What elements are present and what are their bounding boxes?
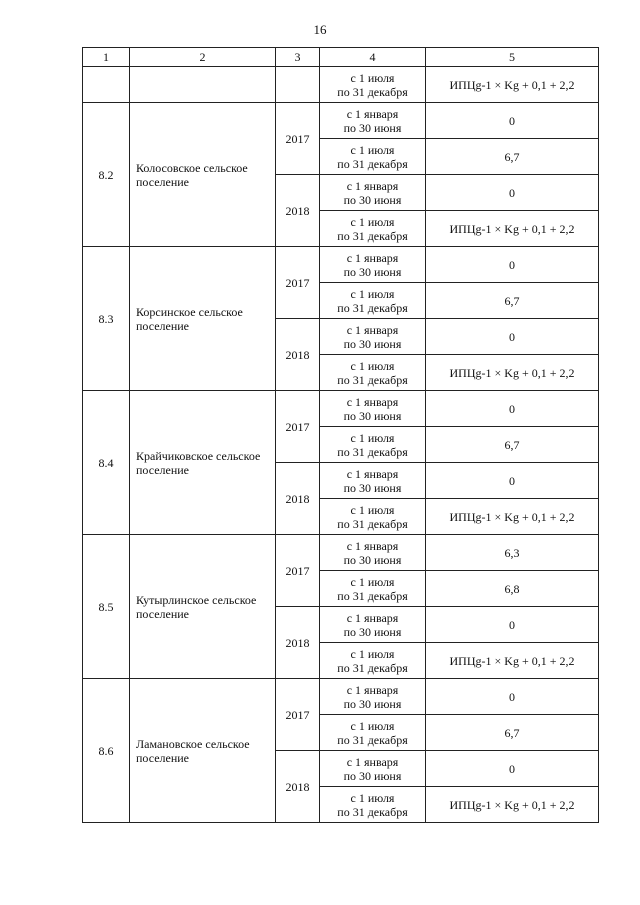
year-cell: 2018	[276, 175, 320, 247]
period-start: с 1 января	[346, 610, 399, 625]
value-cell: ИПЦg-1 × Kg + 0,1 + 2,2	[426, 67, 599, 103]
period-cell	[320, 355, 426, 391]
value-cell: 6,8	[426, 571, 599, 607]
continuation-row	[83, 67, 599, 103]
period-end: по 31 декабря	[337, 804, 408, 819]
period-start: с 1 января	[346, 466, 399, 481]
page-number: 16	[313, 22, 327, 37]
period-end: по 30 июня	[343, 120, 402, 135]
tariff-table-body	[83, 48, 599, 823]
period-end: по 30 июня	[343, 696, 402, 711]
period-cell	[320, 535, 426, 571]
value-cell: 6,7	[426, 715, 599, 751]
value-cell: 0	[426, 103, 599, 139]
settlement-name: Ламановское сельское поселение	[130, 679, 276, 823]
value-cell: 0	[426, 319, 599, 355]
period-start: с 1 января	[346, 754, 399, 769]
header-col-2: 2	[130, 48, 276, 67]
period-cell	[320, 715, 426, 751]
period-cell	[320, 283, 426, 319]
value-cell: 0	[426, 751, 599, 787]
year-cell: 2017	[276, 679, 320, 751]
period-cell	[320, 175, 426, 211]
period-cell	[320, 607, 426, 643]
table-row	[83, 247, 599, 283]
period-start: с 1 января	[346, 682, 399, 697]
period-end: по 31 декабря	[337, 516, 408, 531]
period-cell	[320, 679, 426, 715]
period-start: с 1 июля	[350, 286, 395, 301]
tariff-table	[82, 47, 599, 823]
header-col-1: 1	[83, 48, 130, 67]
value-cell: ИПЦg-1 × Kg + 0,1 + 2,2	[426, 787, 599, 823]
period-end: по 31 декабря	[337, 444, 408, 459]
period-end: по 31 декабря	[337, 588, 408, 603]
period-start: с 1 июля	[350, 214, 395, 229]
value-cell: 0	[426, 175, 599, 211]
period-end: по 30 июня	[343, 408, 402, 423]
period-start: с 1 июля	[350, 430, 395, 445]
period-start: с 1 июля	[350, 70, 395, 85]
period-end: по 30 июня	[343, 264, 402, 279]
header-col-5: 5	[426, 48, 599, 67]
period-start: с 1 января	[346, 538, 399, 553]
value-cell: 6,7	[426, 283, 599, 319]
year-cell: 2017	[276, 103, 320, 175]
value-cell: 6,3	[426, 535, 599, 571]
year-cell: 2018	[276, 319, 320, 391]
period-start: с 1 января	[346, 394, 399, 409]
value-cell: ИПЦg-1 × Kg + 0,1 + 2,2	[426, 499, 599, 535]
settlement-name: Крайчиковское сельское поселение	[130, 391, 276, 535]
header-col-3: 3	[276, 48, 320, 67]
period-end: по 31 декабря	[337, 84, 408, 99]
value-cell: 0	[426, 679, 599, 715]
header-row	[83, 48, 599, 67]
section-number: 8.2	[83, 103, 130, 247]
value-cell: 0	[426, 607, 599, 643]
period-start: с 1 июля	[350, 718, 395, 733]
period-cell	[320, 643, 426, 679]
value-cell: 6,7	[426, 427, 599, 463]
settlement-name: Кутырлинское сельское поселение	[130, 535, 276, 679]
value-cell: 6,7	[426, 139, 599, 175]
period-end: по 30 июня	[343, 552, 402, 567]
period-end: по 30 июня	[343, 192, 402, 207]
header-col-4: 4	[320, 48, 426, 67]
period-start: с 1 июля	[350, 790, 395, 805]
period-cell	[320, 247, 426, 283]
period-end: по 30 июня	[343, 480, 402, 495]
period-cell	[320, 103, 426, 139]
period-start: с 1 января	[346, 106, 399, 121]
settlement-name: Колосовское сельское поселение	[130, 103, 276, 247]
period-end: по 31 декабря	[337, 228, 408, 243]
period-cell	[320, 751, 426, 787]
period-cell	[320, 139, 426, 175]
year-cell: 2017	[276, 391, 320, 463]
period-end: по 31 декабря	[337, 372, 408, 387]
period-end: по 31 декабря	[337, 156, 408, 171]
period-end: по 31 декабря	[337, 732, 408, 747]
section-number: 8.6	[83, 679, 130, 823]
year-cell: 2017	[276, 247, 320, 319]
continuation-name-cell	[130, 67, 276, 103]
period-cell	[320, 499, 426, 535]
period-start: с 1 июля	[350, 142, 395, 157]
period-cell	[320, 319, 426, 355]
period-cell	[320, 67, 426, 103]
period-start: с 1 июля	[350, 646, 395, 661]
table-row	[83, 535, 599, 571]
period-cell	[320, 463, 426, 499]
period-end: по 31 декабря	[337, 300, 408, 315]
value-cell: ИПЦg-1 × Kg + 0,1 + 2,2	[426, 211, 599, 247]
period-cell	[320, 391, 426, 427]
period-start: с 1 января	[346, 178, 399, 193]
continuation-year-cell	[276, 67, 320, 103]
period-end: по 30 июня	[343, 336, 402, 351]
period-cell	[320, 427, 426, 463]
table-row	[83, 679, 599, 715]
value-cell: 0	[426, 391, 599, 427]
period-start: с 1 июля	[350, 574, 395, 589]
value-cell: 0	[426, 247, 599, 283]
section-number: 8.5	[83, 535, 130, 679]
period-start: с 1 июля	[350, 358, 395, 373]
period-end: по 31 декабря	[337, 660, 408, 675]
period-cell	[320, 211, 426, 247]
table-row	[83, 103, 599, 139]
continuation-num-cell	[83, 67, 130, 103]
value-cell: 0	[426, 463, 599, 499]
section-number: 8.4	[83, 391, 130, 535]
year-cell: 2017	[276, 535, 320, 607]
table-row	[83, 391, 599, 427]
year-cell: 2018	[276, 751, 320, 823]
period-cell	[320, 787, 426, 823]
period-end: по 30 июня	[343, 624, 402, 639]
value-cell: ИПЦg-1 × Kg + 0,1 + 2,2	[426, 355, 599, 391]
year-cell: 2018	[276, 463, 320, 535]
period-start: с 1 июля	[350, 502, 395, 517]
period-end: по 30 июня	[343, 768, 402, 783]
period-cell	[320, 571, 426, 607]
period-start: с 1 января	[346, 322, 399, 337]
section-number: 8.3	[83, 247, 130, 391]
value-cell: ИПЦg-1 × Kg + 0,1 + 2,2	[426, 643, 599, 679]
year-cell: 2018	[276, 607, 320, 679]
period-start: с 1 января	[346, 250, 399, 265]
settlement-name: Корсинское сельское поселение	[130, 247, 276, 391]
